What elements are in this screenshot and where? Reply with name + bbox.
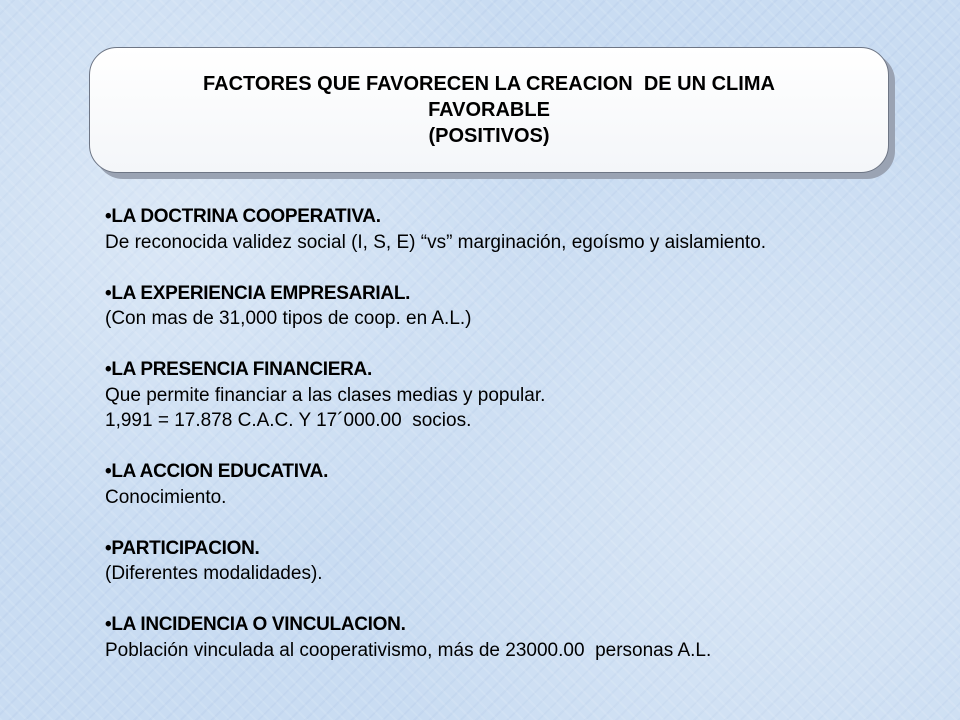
- list-item-text: De reconocida validez social (I, S, E) “vs” marginación, egoísmo y aislamiento.: [105, 231, 767, 253]
- list-item-text: (Diferentes modalidades).: [105, 563, 323, 584]
- list-item-text: Población vinculada al cooperativismo, más de 23000.00 personas A.L.: [105, 639, 712, 661]
- title-line-2: FAVORABLE: [428, 99, 550, 121]
- list-item-heading: •LA ACCION EDUCATIVA.: [105, 461, 329, 482]
- list-item-heading: •LA DOCTRINA COOPERATIVA.: [105, 206, 381, 227]
- title-box: [89, 47, 889, 173]
- list-item-heading: •LA INCIDENCIA O VINCULACION.: [105, 614, 406, 635]
- title-line-3: (POSITIVOS): [428, 125, 550, 147]
- list-item-text: (Con mas de 31,000 tipos de coop. en A.L.): [105, 308, 472, 329]
- title-line-1: FACTORES QUE FAVORECEN LA CREACION DE UN CLIMA: [203, 73, 775, 95]
- list-item-presencia: [105, 357, 905, 434]
- list-item-heading: •LA EXPERIENCIA EMPRESARIAL.: [105, 282, 411, 304]
- list-item-incidencia: [105, 612, 905, 663]
- list-item-participacion: [105, 536, 905, 587]
- list-item-text: 1,991 = 17.878 C.A.C. Y 17´000.00 socios.: [105, 410, 472, 431]
- list-item-heading: •PARTICIPACION.: [105, 537, 260, 559]
- list-item-text: Que permite financiar a las clases medias y popular.: [105, 384, 546, 406]
- list-item-experiencia: [105, 281, 905, 332]
- list-item-doctrina: [105, 204, 905, 255]
- list-item-accion: [105, 459, 905, 510]
- list-item-text: Conocimiento.: [105, 486, 227, 508]
- list-item-heading: •LA PRESENCIA FINANCIERA.: [105, 359, 372, 380]
- content-list: [105, 204, 905, 689]
